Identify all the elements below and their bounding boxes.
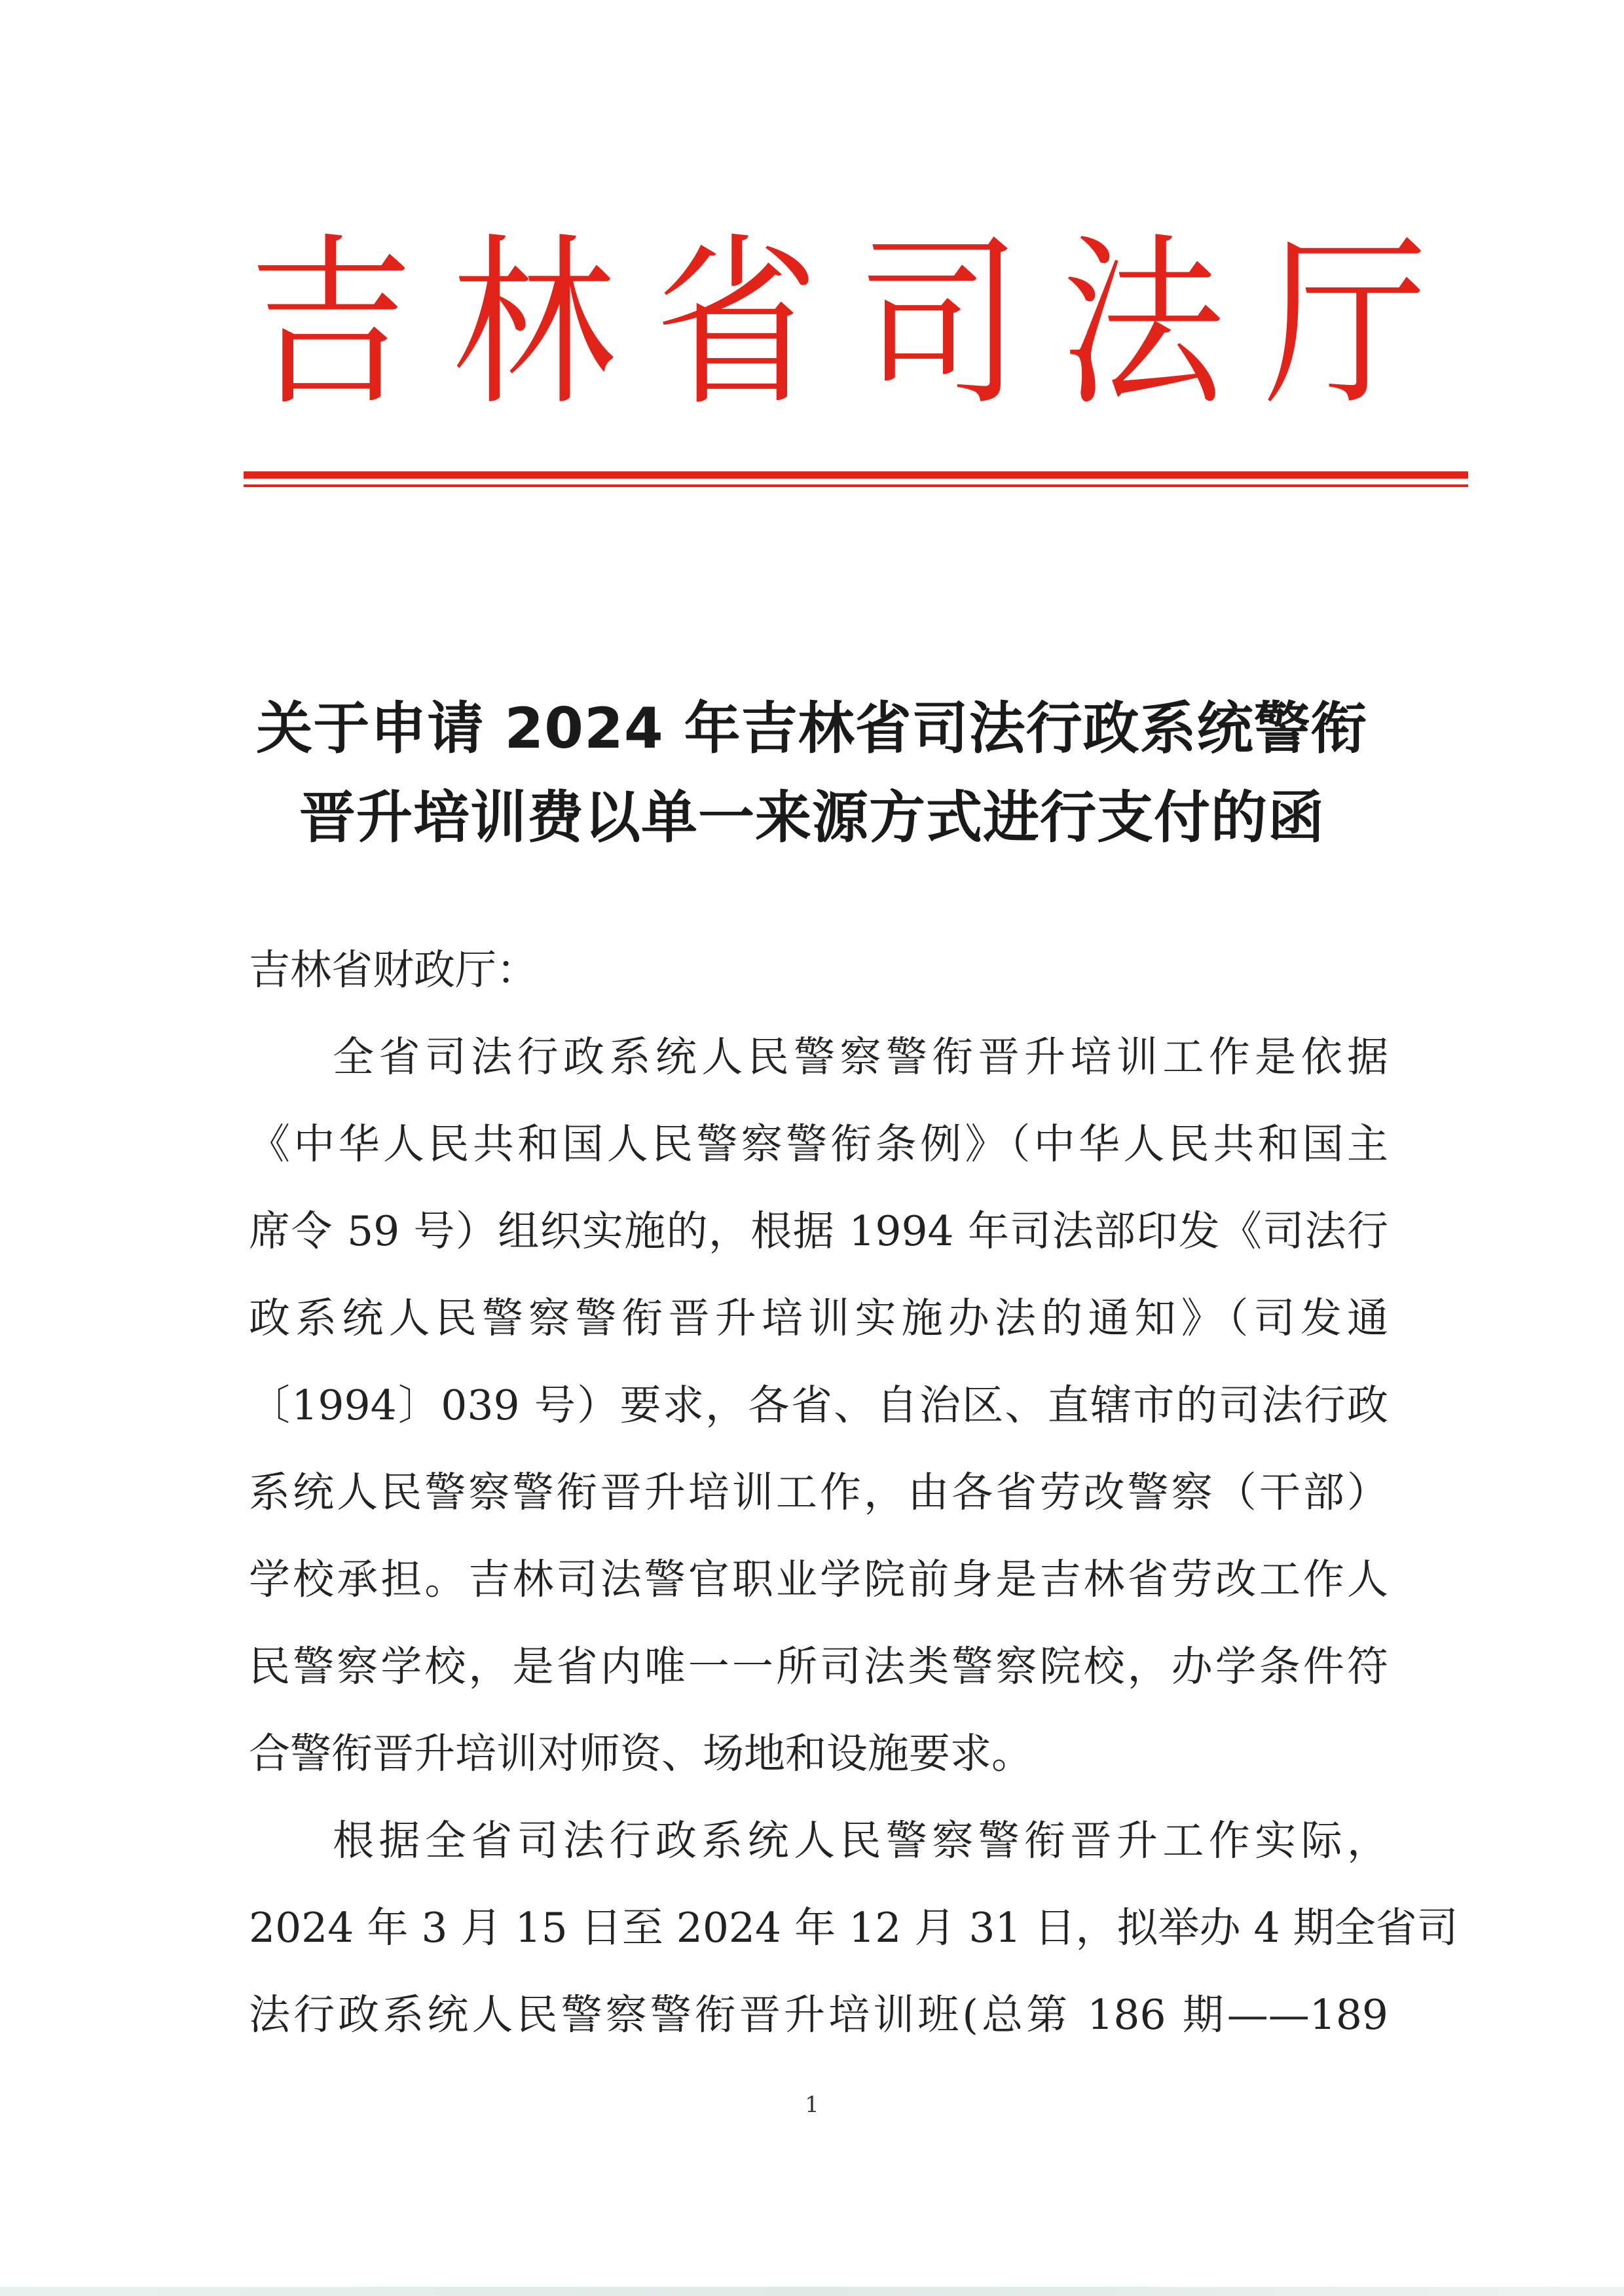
body-line: 席令 59 号）组织实施的，根据 1994 年司法部印发《司法行 [249,1207,1388,1255]
addressee: 吉林省财政厅： [249,946,538,994]
masthead-rule-thick [244,471,1468,479]
masthead-char: 省 [655,217,819,431]
document-title-line: 关于申请 2024 年吉林省司法行政系统警衔 [256,696,1368,761]
document-title [196,684,1428,862]
masthead-rule-thin [244,484,1468,487]
body-line: 〔1994〕039 号）要求，各省、自治区、直辖市的司法行政 [249,1381,1388,1429]
masthead-char: 林 [452,217,616,431]
page-number: 1 [805,2092,819,2118]
body-line: 全省司法行政系统人民警察警衔晋升培训工作是依据 [333,1033,1388,1081]
document-body [249,926,1458,2058]
body-line: 系统人民警察警衔晋升培训工作，由各省劳改警察（干部） [249,1468,1388,1516]
body-line: 政系统人民警察警衔晋升培训实施办法的通知》（司发通 [249,1294,1388,1342]
body-line: 2024 年 3 月 15 日至 2024 年 12 月 31 日，拟举办 4 期全省司 [249,1904,1458,1952]
masthead-char: 吉 [249,217,413,431]
body-line: 合警衔晋升培训对师资、场地和设施要求。 [249,1730,1033,1777]
masthead-char: 司 [858,217,1022,431]
document-title-line: 晋升培训费以单一来源方式进行支付的函 [299,785,1325,850]
body-line: 根据全省司法行政系统人民警察警衔晋升工作实际， [333,1817,1388,1865]
body-line: 民警察学校，是省内唯一一所司法类警察院校，办学条件符 [249,1643,1388,1690]
body-line: 法行政系统人民警察警衔晋升培训班(总第 186 期——189 [249,1991,1388,2039]
body-line: 学校承担。吉林司法警官职业学院前身是吉林省劳改工作人 [249,1556,1388,1603]
scan-edge [0,2287,1624,2296]
masthead-char: 厅 [1264,217,1428,431]
masthead-char: 法 [1061,217,1225,431]
body-line: 《中华人民共和国人民警察警衔条例》（中华人民共和国主 [249,1120,1388,1168]
masthead [249,217,1428,431]
